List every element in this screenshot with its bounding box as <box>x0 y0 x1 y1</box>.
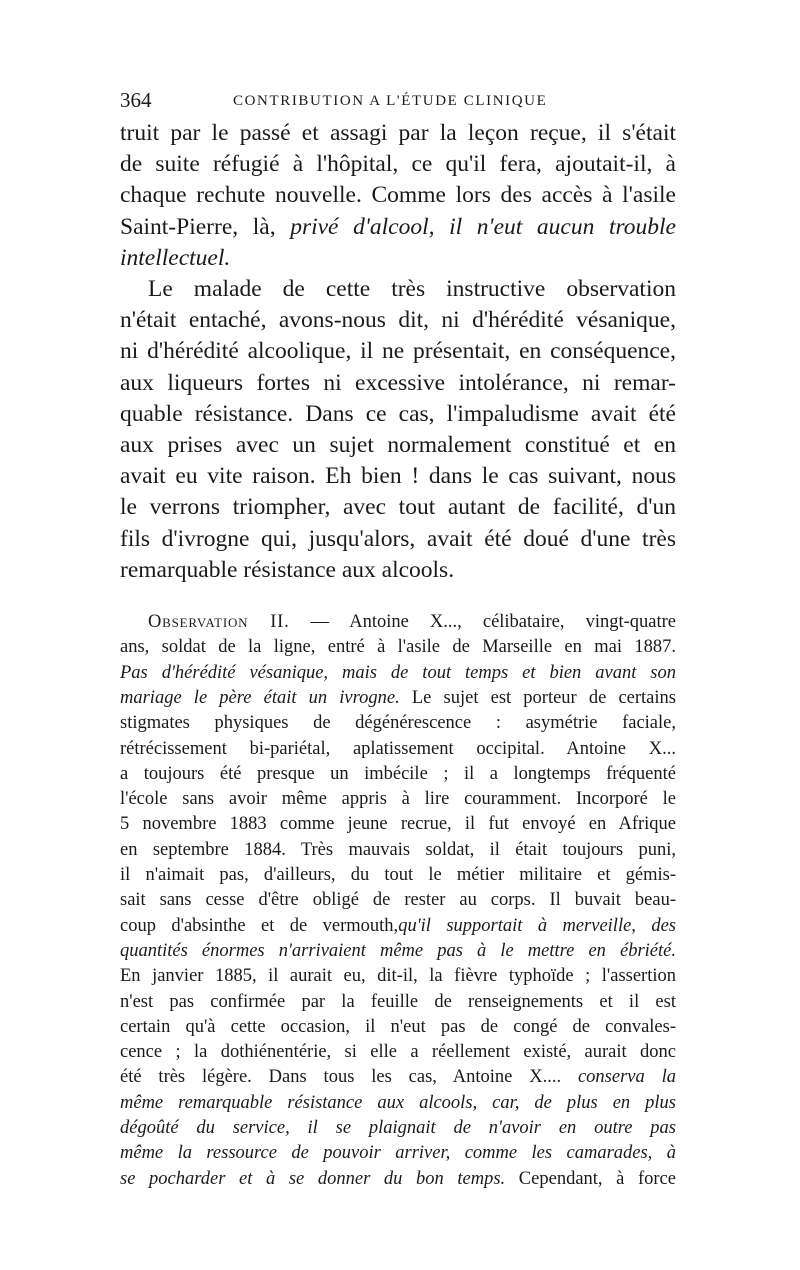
text-line: sait sans cesse d'être obligé de rester au corps. Il buvait beau- <box>120 890 676 911</box>
paragraph-continuation <box>120 118 676 274</box>
text-line: avait eu vite raison. Eh bien ! dans le cas suivant, nous <box>120 463 676 490</box>
text-line <box>120 1065 676 1090</box>
text-line: fils d'ivrogne qui, jusqu'alors, avait été doué d'une très <box>120 525 676 552</box>
page-number: 364 <box>120 88 152 112</box>
text-line: certain qu'à cette occasion, il n'eut pas de congé de convales- <box>120 1016 676 1037</box>
text-line: remarquable résistance aux alcools. <box>120 556 455 583</box>
text-line <box>120 686 676 711</box>
italic-segment: conserva la <box>577 1067 676 1088</box>
text-line: en septembre 1884. Très mauvais soldat, il était toujours puni, <box>120 839 676 860</box>
running-head <box>120 88 676 118</box>
text-line: rétrécissement bi-pariétal, aplatissement occipital. Antoine X... <box>120 738 676 759</box>
text-segment: Le sujet est porteur de certains <box>399 687 676 708</box>
text-line: stigmates physiques de dégénérescence : asymétrie faciale, <box>120 713 676 734</box>
italic-segment: qu'il supportait à merveille, des <box>398 915 676 936</box>
italic-segment: même remarquable résistance aux alcools, car, de plus en plus <box>120 1092 676 1113</box>
text-line: n'est pas confirmée par la feuille de renseignements et il est <box>120 991 676 1012</box>
text-segment: Cependant, à force <box>505 1168 676 1189</box>
italic-segment: dégoûté du service, il se plaignait de n'avoir en outre pas <box>120 1117 676 1138</box>
text-line: quable résistance. Dans ce cas, l'impaludisme avait été <box>120 400 676 427</box>
text-segment: Le malade de cette très instructive observation <box>148 276 676 303</box>
text-line: 5 novembre 1883 comme jeune recrue, il fut envoyé en Afrique <box>120 814 676 835</box>
paragraph-discussion <box>120 274 676 586</box>
book-page <box>120 88 676 1192</box>
text-line: truit par le passé et assagi par la leçon reçue, il s'était <box>120 120 676 146</box>
italic-segment: se pocharder et à se donner du bon temps. <box>120 1168 506 1189</box>
observation-block <box>120 610 676 1192</box>
text-line: le verrons triompher, avec tout autant de facilité, d'un <box>120 494 676 521</box>
text-line <box>120 1141 676 1166</box>
text-line <box>120 914 676 939</box>
text-line <box>120 1091 676 1116</box>
text-line: chaque rechute nouvelle. Comme lors des accès à l'asile <box>120 182 676 209</box>
text-segment: coup d'absinthe et de vermouth, <box>120 915 399 936</box>
text-segment: été très légère. Dans tous les cas, Antoine X.... <box>120 1067 578 1088</box>
text-line <box>120 939 676 964</box>
text-line <box>120 661 676 686</box>
running-title: CONTRIBUTION A L'ÉTUDE CLINIQUE <box>233 93 548 109</box>
text-line <box>120 1167 676 1192</box>
text-line: En janvier 1885, il aurait eu, dit-il, la fièvre typhoïde ; l'assertion <box>120 966 676 987</box>
text-line <box>120 274 676 305</box>
text-line: aux prises avec un sujet normalement constitué et en <box>120 432 676 459</box>
italic-segment: Pas d'hérédité vésanique, mais de tout temps et bien avant son <box>120 662 676 683</box>
italic-segment: intellectuel. <box>120 244 231 271</box>
text-line: a toujours été presque un imbécile ; il a longtemps fréquenté <box>120 763 676 784</box>
text-line <box>120 212 676 243</box>
text-line: ni d'hérédité alcoolique, il ne présentait, en conséquence, <box>120 338 676 365</box>
text-line: ans, soldat de la ligne, entré à l'asile de Marseille en mai 1887. <box>120 637 676 658</box>
text-line: aux liqueurs fortes ni excessive intolérance, ni remar- <box>120 369 676 396</box>
text-line: l'école sans avoir même appris à lire couramment. Incorporé le <box>120 789 676 810</box>
text-line <box>120 610 676 635</box>
italic-segment: quantités énormes n'arrivaient même pas à le mettre en ébriété. <box>120 940 676 961</box>
observation-label: Observation II. <box>148 612 290 633</box>
italic-segment: mariage le père était un ivrogne. <box>120 687 400 708</box>
text-line <box>120 243 676 274</box>
text-line: il n'aimait pas, d'ailleurs, du tout le métier militaire et gémis- <box>120 865 676 886</box>
text-segment: Saint-Pierre, là, <box>120 213 291 240</box>
italic-segment: privé d'alcool, il n'eut aucun trouble <box>290 213 676 240</box>
text-line: cence ; la dothiénentérie, si elle a réellement existé, aurait donc <box>120 1042 676 1063</box>
italic-segment: même la ressource de pouvoir arriver, comme les camarades, à <box>120 1143 676 1164</box>
text-segment: — Antoine X..., célibataire, vingt-quatre <box>289 612 676 633</box>
text-line: n'était entaché, avons-nous dit, ni d'hérédité vésanique, <box>120 307 676 334</box>
text-line: de suite réfugié à l'hôpital, ce qu'il fera, ajoutait-il, à <box>120 151 676 178</box>
text-line <box>120 1116 676 1141</box>
